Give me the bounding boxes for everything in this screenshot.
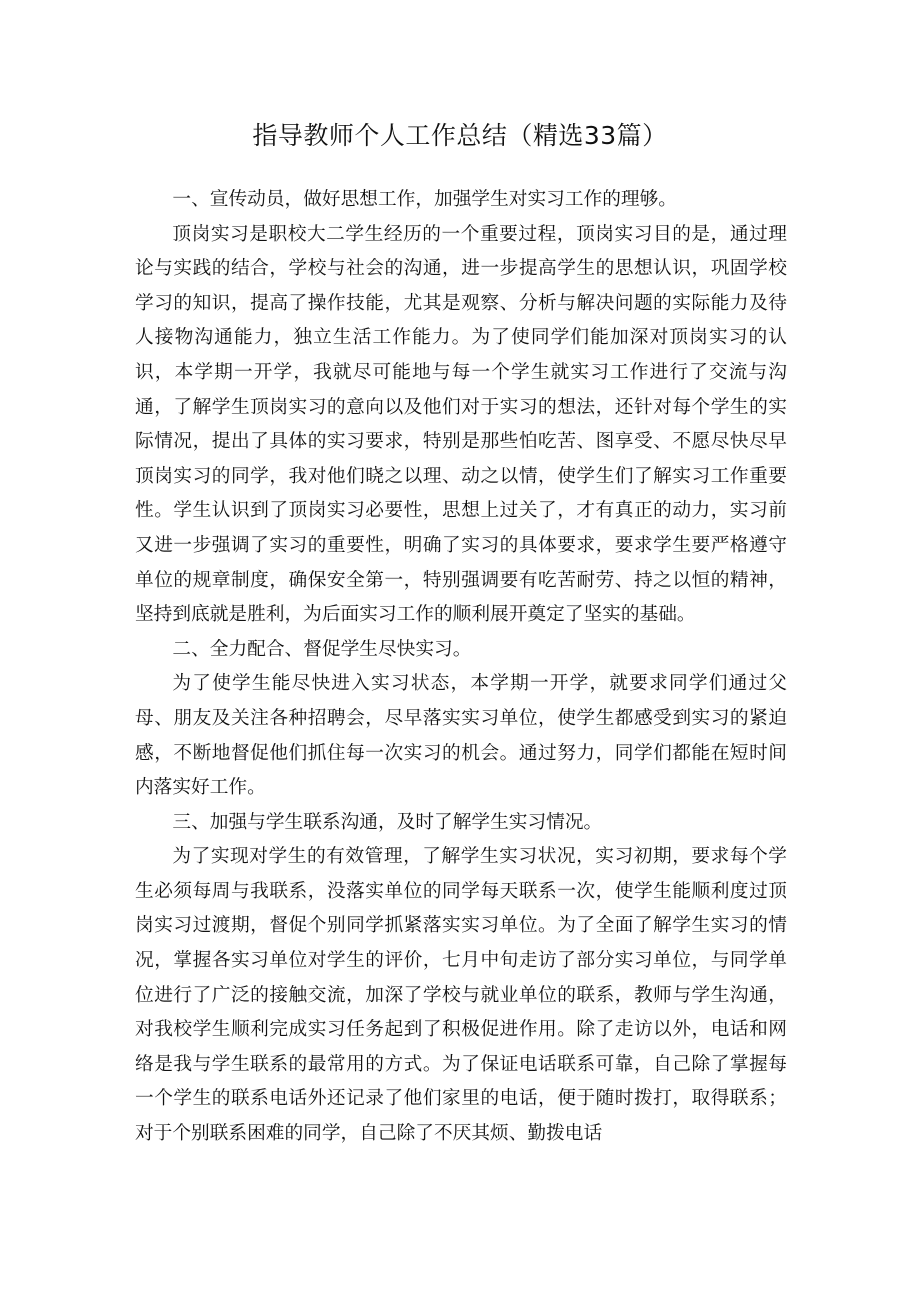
body-paragraph-3: 为了实现对学生的有效管理，了解学生实习状况，实习初期，要求每个学生必须每周与我联系，没落实单位的同学每天联系一次，使学生能顺利度过顶岗实习过渡期，督促个别同学抓紧落实实习单位。为了全面了解学生实习的情况，掌握各实习单位对学生的评价，七月中旬走访了部分实习单位，与同学单位进行了广泛的接触交流，加深了学校与就业单位的联系，教师与学生沟通，对我校学生顺利完成实习任务起到了积极促进作用。除了走访以外，电话和网络是我与学生联系的最常用的方式。为了保证电话联系可靠，自己除了掌握每一个学生的联系电话外还记录了他们家里的电话，便于随时拨打，取得联系；对于个别联系困难的同学，自己除了不厌其烦、勤拨电话 [135, 846, 787, 1145]
document-title: 指导教师个人工作总结（精选33篇） [252, 121, 668, 150]
document-body [135, 183, 787, 1152]
section-heading-2: 二、全力配合、督促学生尽快实习。 [172, 638, 472, 660]
body-paragraph-2: 为了使学生能尽快进入实习状态，本学期一开学，就要求同学们通过父母、朋友及关注各种招聘会，尽早落实实习单位，使学生都感受到实习的紧迫感，不断地督促他们抓住每一次实习的机会。通过努力，同学们都能在短时间内落实好工作。 [135, 673, 787, 799]
body-paragraph-1: 顶岗实习是职校大二学生经历的一个重要过程，顶岗实习目的是，通过理论与实践的结合，学校与社会的沟通，进一步提高学生的思想认识，巩固学校学习的知识，提高了操作技能，尤其是观察、分析与解决问题的实际能力及待人接物沟通能力，独立生活工作能力。为了使同学们能加深对顶岗实习的认识，本学期一开学，我就尽可能地与每一个学生就实习工作进行了交流与沟通，了解学生顶岗实习的意向以及他们对于实习的想法，还针对每个学生的实际情况，提出了具体的实习要求，特别是那些怕吃苦、图享受、不愿尽快尽早顶岗实习的同学，我对他们晓之以理、动之以情，使学生们了解实习工作重要性。学生认识到了顶岗实习必要性，思想上过关了，才有真正的动力，实习前又进一步强调了实习的重要性，明确了实习的具体要求，要求学生要严格遵守单位的规章制度，确保安全第一，特别强调要有吃苦耐劳、持之以恒的精神，坚持到底就是胜利，为后面实习工作的顺利展开奠定了坚实的基础。 [135, 223, 787, 626]
section-heading-1: 一、宣传动员，做好思想工作，加强学生对实习工作的理够。 [172, 189, 677, 210]
section-heading-3: 三、加强与学生联系沟通，及时了解学生实习情况。 [172, 811, 603, 833]
